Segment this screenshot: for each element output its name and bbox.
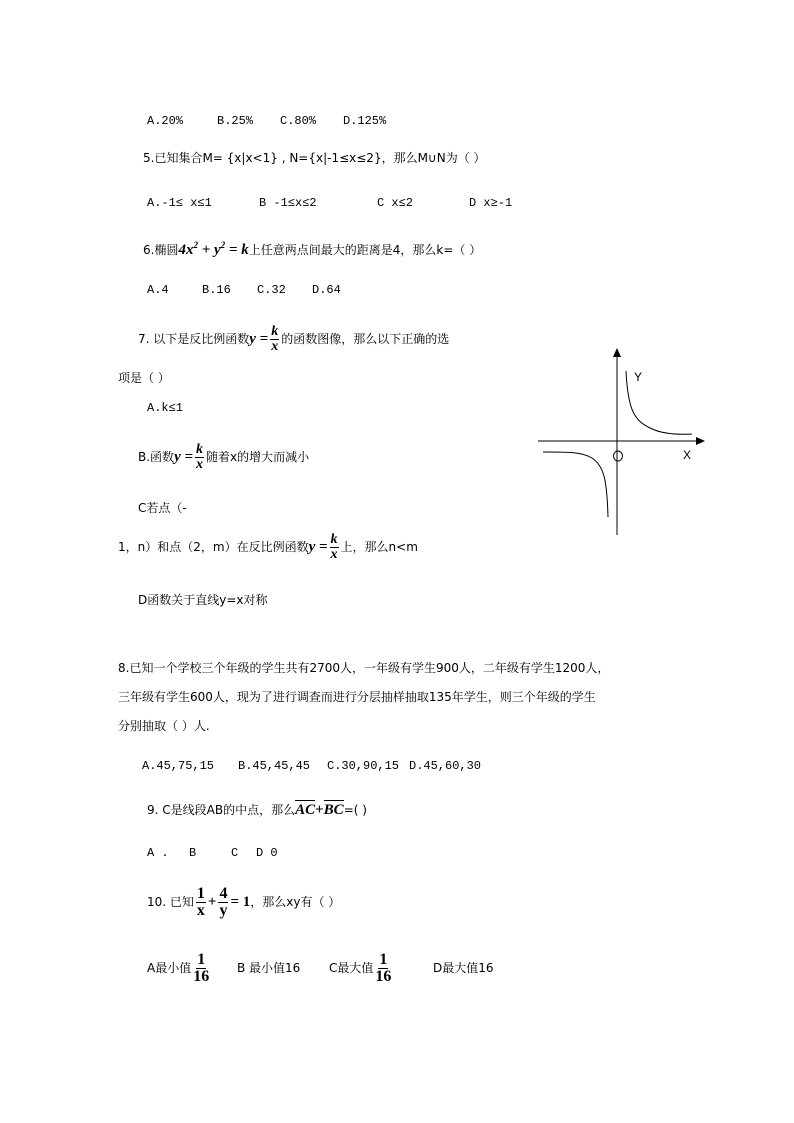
q9-options [147,845,278,861]
q4-option-b: B.25% [217,114,254,128]
q4-option-d: D.125% [343,114,387,128]
q7-stem-line2: 项是（ ） [118,371,170,385]
q7-option-b: B.函数y = $\frac{k}{x}$ 随着x的增大而减小 [138,442,310,472]
q9-option-b: B [189,846,197,860]
q6-options [147,282,341,298]
q8-option-b: B.45,45,45 [238,759,311,773]
q8-option-a: A.45,75,15 [142,759,215,773]
q7-formula-lhs: y = [249,331,269,347]
q7-optb-fraction: $\frac{k}{x}$ [196,442,204,472]
q6-prefix: 6.椭圆 [143,243,179,257]
origin-circle [614,451,623,461]
q7-option-a: A.k≤1 [147,401,184,415]
q10-options [147,950,494,986]
q5-option-b: B -1≤x≤2 [259,196,317,210]
y-axis-label: Y [634,370,643,384]
q4-option-c: C.80% [280,114,317,128]
q5-option-c: C x≤2 [377,196,414,210]
q6-option-d: D.64 [312,283,341,297]
q6-suffix: 上任意两点间最大的距离是4，那么k=（ ） [248,243,482,257]
q5-option-a: A.-1≤ x≤1 [147,196,212,210]
q10-option-a: A最小值 $\frac{1}{16}$ [147,951,210,985]
x-axis-arrow-icon [696,437,705,445]
hyperbola-graph-svg [530,340,710,540]
q9-option-c: C [231,846,239,860]
q6-stem [143,235,481,260]
q10-stem: 10. 已知 $\frac{1}{x}$ + $\frac{4}{y}$ = 1，那么xy有（ ） [147,885,341,919]
vector-ac: AC [295,802,316,818]
q6-formula: $4x^2 + y^2 = k$ [178,240,249,258]
y-axis-arrow-icon [613,348,621,357]
q7-prefix: 7. 以下是反比例函数 [138,332,250,346]
q6-option-b: B.16 [202,283,231,297]
q7-suffix: 的函数图像，那么以下正确的选 [281,332,450,346]
q7-option-c-line1: C若点（- [138,501,187,515]
q7-stem [138,322,449,356]
q5-options [147,195,512,211]
q7-optc-fraction: $\frac{k}{x}$ [330,532,338,562]
q6-option-a: A.4 [147,283,169,297]
q8-option-d: D.45,60,30 [409,759,482,773]
q8-line3: 分别抽取（ ）人. [118,719,210,733]
q5-option-d: D x≥-1 [469,196,513,210]
q10-fraction-4-over-y: $\frac{4}{y}$ [219,885,228,919]
q9-stem: 9. C是线段AB的中点，那么AC+BC=( ) [147,802,367,818]
hyperbola-graph [530,340,710,540]
q10-option-b: B 最小值16 [237,961,301,975]
x-axis-label: X [683,448,692,462]
q10-fraction-1-over-x: $\frac{1}{x}$ [196,885,205,919]
q9-option-a: A . [147,846,169,860]
q8-line2: 三年级有学生600人，现为了进行调查而进行分层抽样抽取135年学生，则三个年级的学生 [118,690,596,704]
q7-fraction: $\frac{k}{x}$ [271,324,279,354]
q5-stem: 5.已知集合M= {x|x<1} , N={x|-1≤x≤2}，那么M∪N为（ ） [143,151,486,165]
q7-option-d: D函数关于直线y=x对称 [138,593,268,607]
q7-option-c-line2: 1，n）和点（2，m）在反比例函数y = $\frac{k}{x}$ 上，那么n<m [118,532,418,562]
vector-bc: BC [323,802,344,818]
q10-option-d: D最大值16 [433,961,494,975]
q6-option-c: C.32 [257,283,286,297]
curve-branch-q3 [543,452,608,517]
q10-option-c: C最大值 $\frac{1}{16}$ [329,951,392,985]
q4-options [147,113,386,129]
q4-option-a: A.20% [147,114,184,128]
q8-option-c: C.30,90,15 [327,759,400,773]
q9-option-d: D 0 [256,846,278,860]
q8-line1: 8.已知一个学校三个年级的学生共有2700人，一年级有学生900人，二年级有学生1200人， [118,661,610,675]
q8-options [142,758,481,774]
